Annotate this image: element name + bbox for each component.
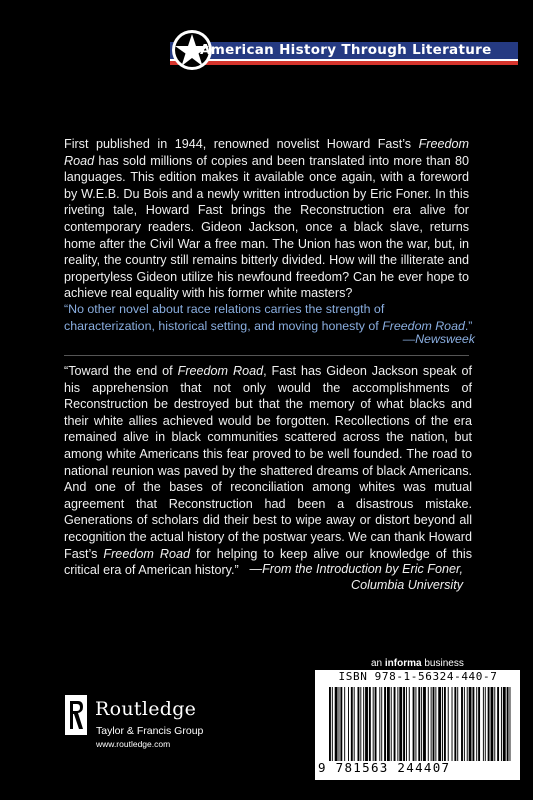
barcode-bar: [503, 687, 506, 761]
barcode-bar: [494, 687, 495, 761]
barcode-bar: [423, 687, 426, 761]
review-quote: [64, 301, 474, 334]
isbn-label: ISBN 978-1-56324-440-7: [338, 670, 498, 683]
barcode-bar: [491, 687, 494, 761]
barcode-bar: [421, 687, 422, 761]
review-text-2: .”: [464, 318, 473, 333]
barcode-bar: [442, 687, 443, 761]
barcode-digits: 9 781563 244407: [318, 760, 451, 775]
barcode-bar: [373, 687, 374, 761]
barcode-bar: [464, 687, 465, 761]
publisher-name: Routledge: [95, 698, 197, 720]
barcode-bar: [409, 687, 410, 761]
barcode-bar: [457, 687, 458, 761]
barcode-bar: [435, 687, 436, 761]
barcode-bar: [485, 687, 486, 761]
informa-tagline: [371, 658, 464, 669]
divider: [64, 355, 469, 356]
publisher-url: www.routledge.com: [96, 739, 171, 749]
barcode-bar: [444, 687, 446, 761]
barcode-bar: [335, 687, 338, 761]
intro-quote: [64, 363, 472, 579]
barcode: [327, 687, 512, 761]
barcode-bar: [397, 687, 398, 761]
barcode-bar: [497, 687, 499, 761]
barcode-bar: [413, 687, 415, 761]
barcode-bar: [431, 687, 432, 761]
informa-suffix: business: [421, 658, 464, 669]
book-description: [64, 136, 469, 302]
barcode-bar: [501, 687, 502, 761]
barcode-bar: [428, 687, 429, 761]
barcode-bar: [438, 687, 441, 761]
series-title: American History Through Literature: [200, 42, 492, 58]
barcode-bar: [344, 687, 345, 761]
barcode-bar: [467, 687, 468, 761]
barcode-bar: [399, 687, 402, 761]
barcode-bar: [454, 687, 456, 761]
desc-text-2: has sold millions of copies and been translated into more than 80 languages. This edition makes it available once again, with a foreword by W.E.B. Du Bois and a newly written introduction by Eric Foner. In this riveting tale, Howard Fast brings the Reconstruction era alive for contemporary readers. Gideon Jackson, once a black slave, returns home after the Civil War a free man. The Union has won the war, but, in reality, the country still remains bitterly divided. How will the illiterate and propertyless Gideon utilize his newfound freedom? Can he ever hope to achieve real equality with his former white masters?: [64, 153, 469, 301]
publisher-group: Taylor & Francis Group: [96, 725, 204, 737]
intro-attribution-line1: —From the Introduction by Eric Foner,: [249, 562, 463, 576]
barcode-bar: [332, 687, 333, 761]
barcode-bar: [510, 687, 511, 761]
barcode-bar: [358, 687, 360, 761]
desc-text-1: First published in 1944, renowned novelist Howard Fast’s: [64, 137, 419, 151]
informa-prefix: an: [371, 658, 385, 669]
barcode-bar: [507, 687, 509, 761]
barcode-bar: [381, 687, 382, 761]
barcode-bar: [365, 687, 368, 761]
barcode-bar: [363, 687, 364, 761]
barcode-bar: [384, 687, 386, 761]
intro-attribution-line2: Columbia University: [351, 578, 463, 592]
barcode-bar: [369, 687, 371, 761]
barcode-bar: [476, 687, 477, 761]
routledge-logo-icon: [65, 695, 87, 735]
barcode-bar: [433, 687, 435, 761]
barcode-bar: [483, 687, 484, 761]
barcode-bar: [461, 687, 463, 761]
barcode-bar: [348, 687, 349, 761]
barcode-bar: [452, 687, 453, 761]
barcode-bar: [379, 687, 380, 761]
barcode-bar: [354, 687, 355, 761]
informa-brand: informa: [384, 658, 422, 669]
barcode-bar: [406, 687, 407, 761]
intro-book-title-2: Freedom Road: [103, 546, 190, 561]
barcode-bar: [339, 687, 340, 761]
barcode-bar: [351, 687, 353, 761]
barcode-bar: [448, 687, 449, 761]
barcode-bar: [375, 687, 377, 761]
intro-text-1: “Toward the end of: [64, 364, 178, 378]
barcode-bar: [360, 687, 361, 761]
barcode-bar: [340, 687, 342, 761]
barcode-bar: [387, 687, 390, 761]
intro-text-2: , Fast has Gideon Jackson speak of his apprehension that not only would the accomplishments of Reconstruction be destroyed but that the memory of what blacks and their white allies achieved would be forgotten. Recollections of the era remained alive in black communities scattered across the nation, but among white Americans this fear proved to be well founded. The road to national reunion was paved by the shattered dreams of black Americans. And one of the bases of reconciliation among whites was mutual agreement that Reconstruction had been a disastrous mistake. Generations of scholars did their best to wipe away or distort beyond all recognition the actual history of the postwar years. We can thank Howard Fast’s: [64, 364, 472, 561]
desc-book-title: Freedom Road: [64, 137, 469, 168]
barcode-bar: [329, 687, 331, 761]
intro-text-3: for helping to keep alive our knowledge of this critical era of American history.”: [64, 546, 473, 578]
barcode-bar: [394, 687, 396, 761]
barcode-bar: [469, 687, 472, 761]
barcode-bar: [418, 687, 420, 761]
barcode-bar: [488, 687, 490, 761]
barcode-bar: [391, 687, 392, 761]
review-source: —Newsweek: [402, 332, 475, 346]
review-book-title: Freedom Road: [382, 318, 465, 333]
series-bar-red-stripe: [170, 61, 518, 65]
barcode-bar: [472, 687, 474, 761]
barcode-bar: [478, 687, 480, 761]
intro-book-title-1: Freedom Road: [177, 364, 264, 378]
review-text-1: “No other novel about race relations carries the strength of characterization, historical setting, and moving honesty of: [64, 302, 385, 333]
barcode-bar: [403, 687, 405, 761]
barcode-bar: [415, 687, 416, 761]
